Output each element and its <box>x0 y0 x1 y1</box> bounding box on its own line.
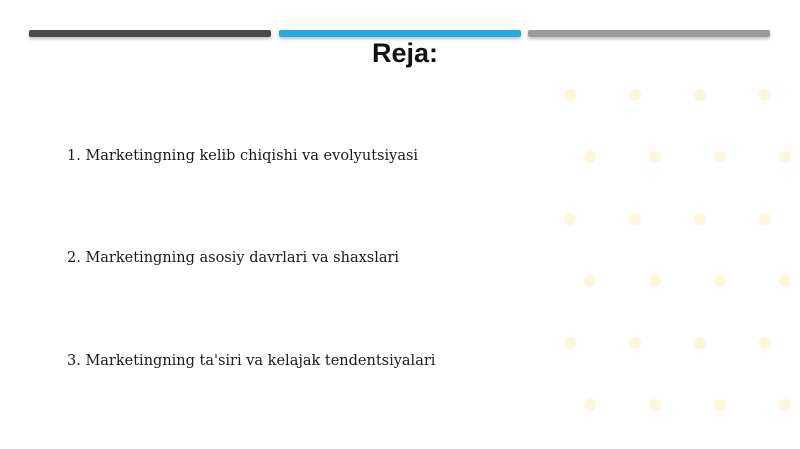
background-dot <box>779 399 791 411</box>
plan-item-3: 3. Marketingning ta'siri va kelajak tendentsiyalari <box>67 353 436 369</box>
background-dot <box>759 337 771 349</box>
background-dot <box>584 399 596 411</box>
header-bar-gray <box>528 30 770 37</box>
background-dot <box>714 399 726 411</box>
header-bar-blue <box>279 30 521 37</box>
background-dot <box>584 275 596 287</box>
background-dot <box>694 337 706 349</box>
background-dot <box>759 89 771 101</box>
background-dot <box>649 399 661 411</box>
background-dot <box>759 213 771 225</box>
background-dot <box>714 151 726 163</box>
plan-item-2: 2. Marketingning asosiy davrlari va shaxslari <box>67 250 400 266</box>
background-dot <box>649 275 661 287</box>
background-dot <box>584 151 596 163</box>
background-dot <box>629 337 641 349</box>
background-dot <box>779 151 791 163</box>
background-dot-pattern <box>560 80 800 449</box>
background-dot <box>564 89 576 101</box>
background-dot <box>564 213 576 225</box>
background-dot <box>779 275 791 287</box>
background-dot <box>694 89 706 101</box>
header-bar-dark <box>29 30 271 37</box>
background-dot <box>649 151 661 163</box>
background-dot <box>564 337 576 349</box>
slide-title: Reja: <box>371 38 439 68</box>
plan-item-1: 1. Marketingning kelib chiqishi va evolyutsiyasi <box>67 148 419 164</box>
background-dot <box>629 213 641 225</box>
background-dot <box>629 89 641 101</box>
background-dot <box>694 213 706 225</box>
background-dot <box>714 275 726 287</box>
